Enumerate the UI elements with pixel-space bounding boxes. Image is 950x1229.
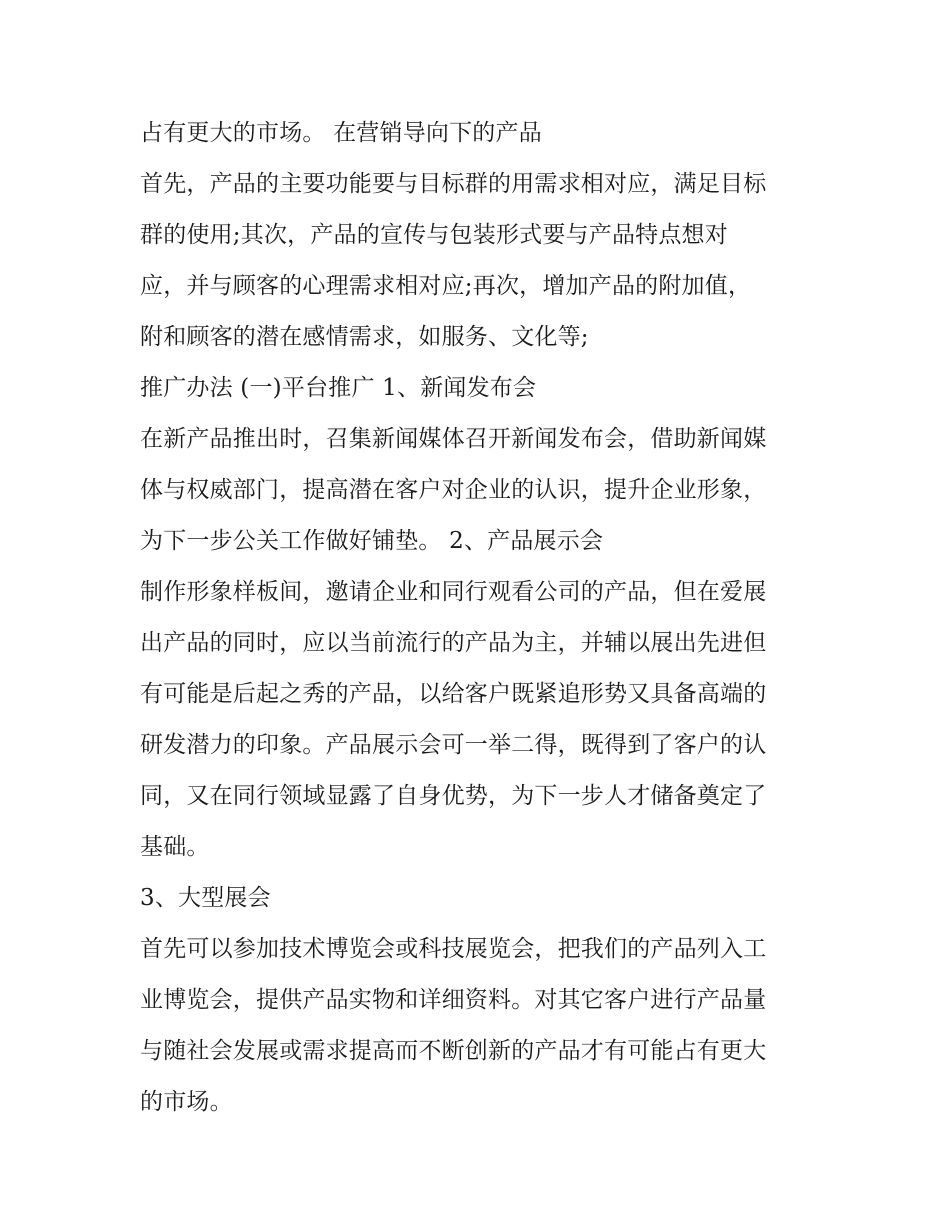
section-heading-large-exhibition: 3、大型展会 bbox=[140, 885, 271, 911]
text-line-4: 应，并与顾客的心理需求相对应;再次，增加产品的附加值， bbox=[140, 273, 752, 299]
text-line-10: 制作形象样板间，邀请企业和同行观看公司的产品，但在爱展 bbox=[140, 579, 767, 605]
text-line-19: 与随社会发展或需求提高而不断创新的产品才有可能占有更大 bbox=[140, 1038, 767, 1064]
text-line-13: 研发潜力的印象。产品展示会可一举二得，既得到了客户的认 bbox=[140, 732, 767, 758]
text-line-1: 占有更大的市场。 在营销导向下的产品 bbox=[140, 120, 542, 146]
text-line-12: 有可能是后起之秀的产品，以给客户既紧追形势又具备高端的 bbox=[140, 681, 767, 707]
document-body bbox=[140, 108, 820, 1128]
text-line-14: 同，又在同行领域显露了自身优势，为下一步人才储备奠定了 bbox=[140, 783, 767, 809]
text-line-17: 首先可以参加技术博览会或科技展览会，把我们的产品列入工 bbox=[140, 936, 767, 962]
text-line-7: 在新产品推出时，召集新闻媒体召开新闻发布会，借助新闻媒 bbox=[140, 426, 767, 452]
text-line-20: 的市场。 bbox=[140, 1089, 233, 1115]
section-heading-promotion: 推广办法 (一)平台推广 1、新闻发布会 bbox=[140, 375, 537, 401]
text-line-18: 业博览会，提供产品实物和详细资料。对其它客户进行产品量 bbox=[140, 987, 767, 1013]
text-line-11: 出产品的同时，应以当前流行的产品为主，并辅以展出先进但 bbox=[140, 630, 767, 656]
text-line-15: 基础。 bbox=[140, 834, 210, 860]
text-line-9: 为下一步公关工作做好铺垫。 2、产品展示会 bbox=[140, 528, 604, 554]
text-line-5: 附和顾客的潜在感情需求，如服务、文化等; bbox=[140, 324, 589, 350]
text-line-3: 群的使用;其次，产品的宣传与包装形式要与产品特点想对 bbox=[140, 222, 728, 248]
text-line-2: 首先，产品的主要功能要与目标群的用需求相对应，满足目标 bbox=[140, 171, 767, 197]
text-line-8: 体与权威部门，提高潜在客户对企业的认识，提升企业形象， bbox=[140, 477, 767, 503]
